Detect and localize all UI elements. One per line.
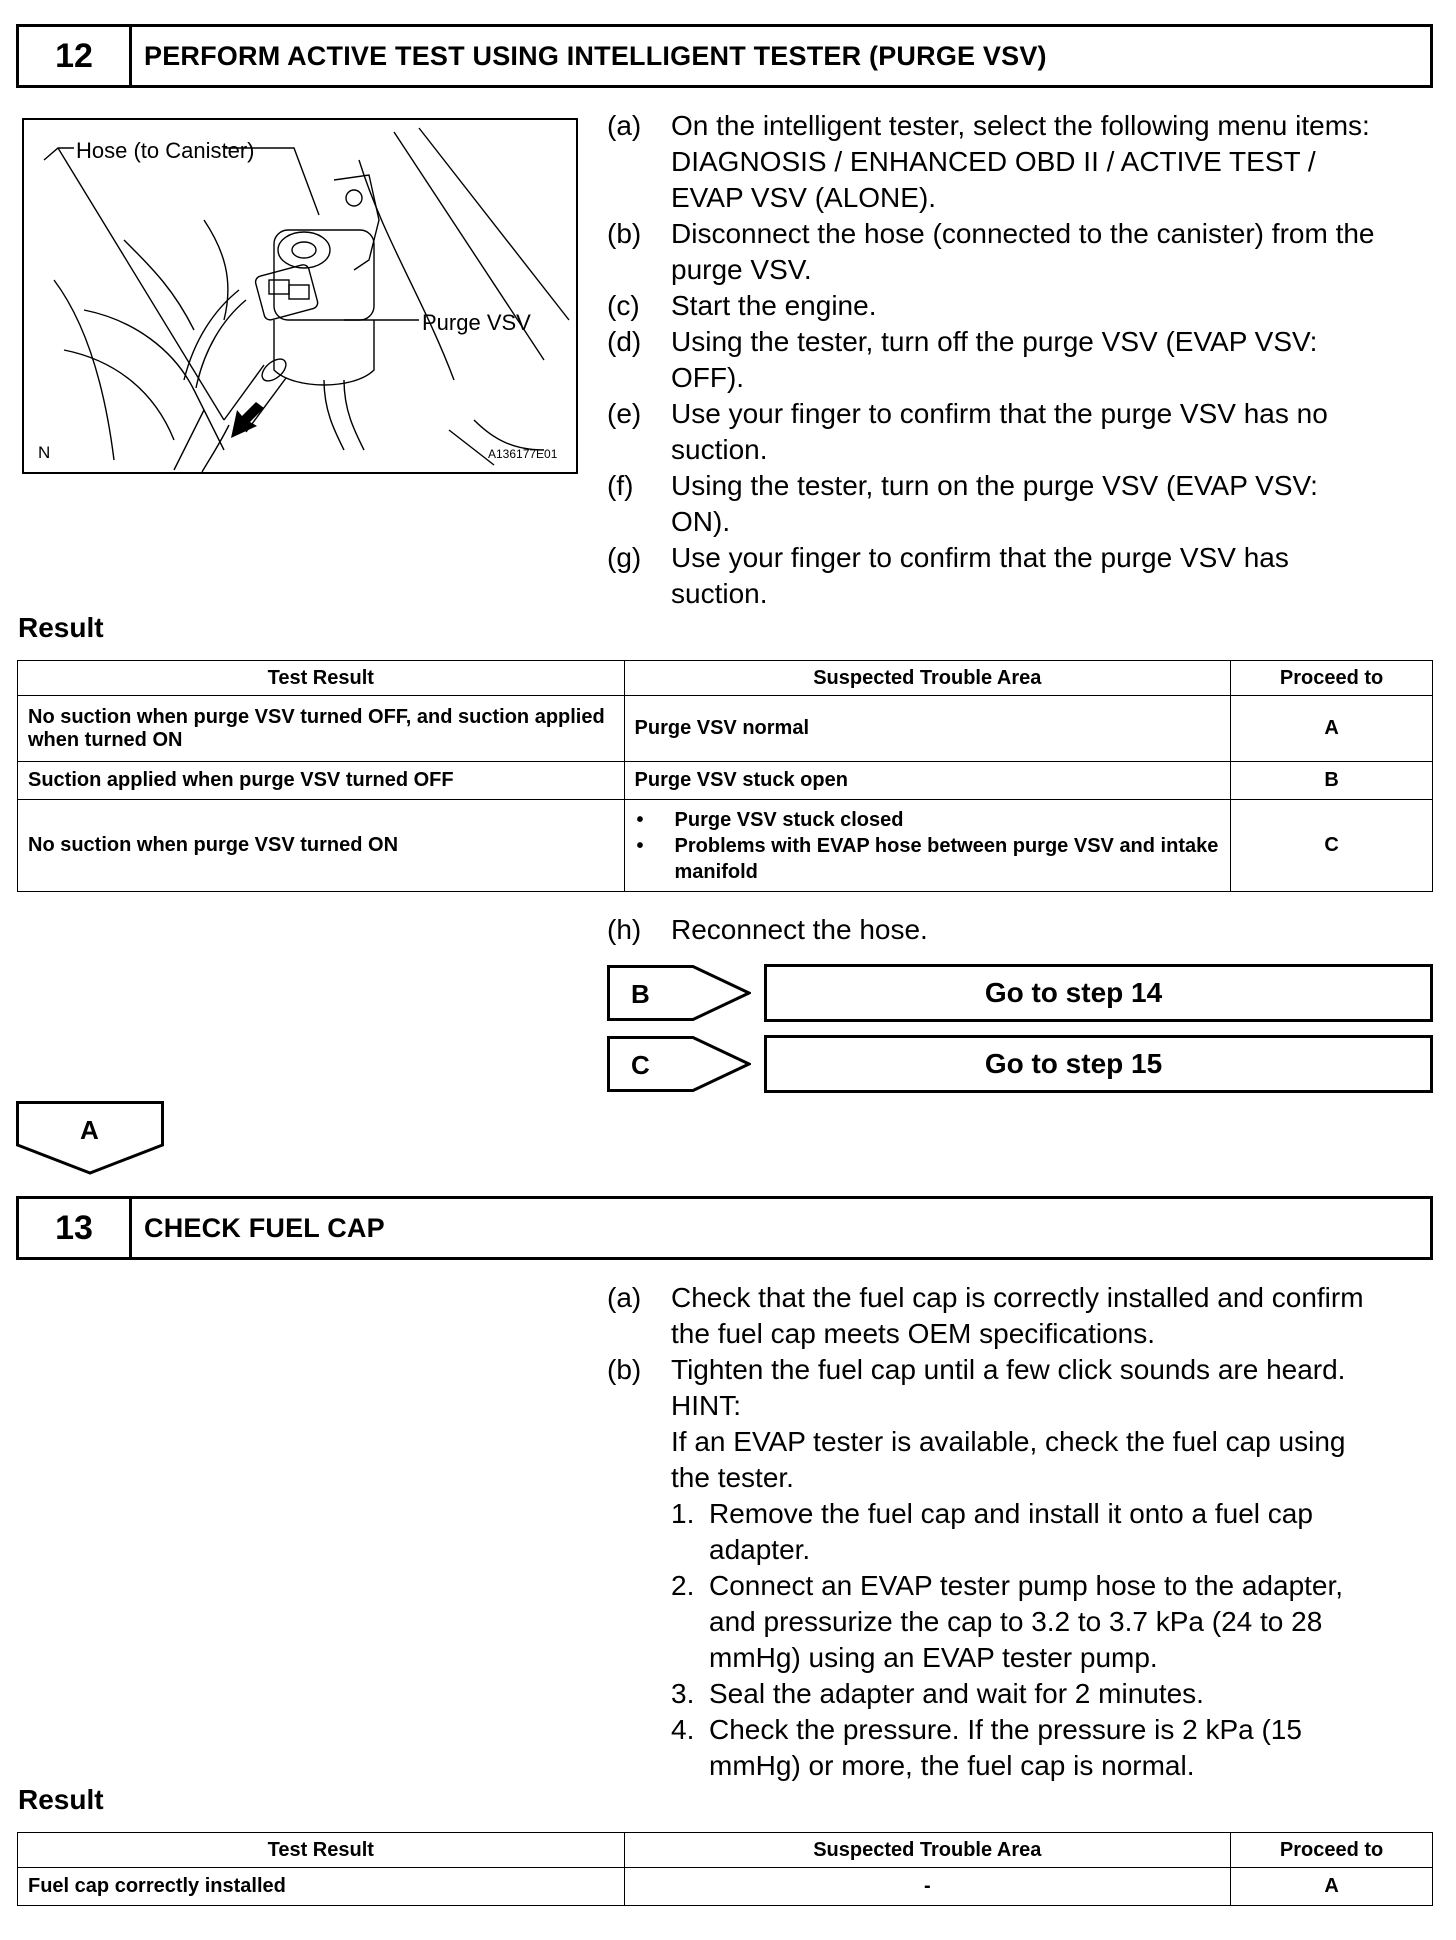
numbered-item	[607, 1676, 1447, 1712]
proceed-cell: A	[1231, 1868, 1433, 1906]
item-text	[709, 1496, 1447, 1568]
step-title: CHECK FUEL CAP	[144, 1212, 385, 1243]
item-line: mmHg) or more, the fuel cap is normal.	[709, 1750, 1195, 1781]
go-to-step-14-box	[764, 964, 1433, 1022]
test-result-cell: Suction applied when purge VSV turned OFF	[18, 762, 625, 800]
item-line: mmHg) using an EVAP tester pump.	[709, 1642, 1158, 1673]
instruction-line: Use your finger to confirm that the purge VSV has no	[671, 398, 1328, 429]
instruction-text	[671, 540, 1447, 612]
instruction-line: purge VSV.	[671, 254, 812, 285]
table-row	[18, 800, 1433, 892]
item-line: and pressurize the cap to 3.2 to 3.7 kPa (24 to 28	[709, 1606, 1323, 1637]
figure-code: A136177E01	[488, 447, 558, 461]
item-text	[709, 1712, 1447, 1784]
instruction-text	[671, 1352, 1447, 1496]
column-header: Proceed to	[1231, 661, 1433, 696]
branch-letter: C	[631, 1050, 650, 1080]
instruction-label: (f)	[607, 470, 634, 501]
continue-tag-a	[16, 1101, 164, 1175]
branch-letter: B	[631, 979, 650, 1009]
item-line: adapter.	[709, 1534, 811, 1565]
item-line: Remove the fuel cap and install it onto a fuel cap	[709, 1498, 1313, 1529]
instruction-line: Disconnect the hose (connected to the canister) from the	[671, 218, 1375, 249]
result-heading: Result	[18, 612, 104, 643]
instruction-text	[671, 108, 1447, 216]
instruction-line: If an EVAP tester is available, check the fuel cap using	[671, 1426, 1346, 1457]
step-number: 13	[19, 1199, 132, 1257]
step-title: PERFORM ACTIVE TEST USING INTELLIGENT TESTER (PURGE VSV)	[144, 40, 1047, 71]
instruction-line: Using the tester, turn on the purge VSV (EVAP VSV:	[671, 470, 1318, 501]
test-result-cell: No suction when purge VSV turned OFF, and suction applied when turned ON	[18, 696, 625, 762]
instruction-line: suction.	[671, 578, 768, 609]
n-label: N	[38, 443, 51, 462]
item-line: Connect an EVAP tester pump hose to the adapter,	[709, 1570, 1344, 1601]
instruction-label: (h)	[607, 914, 642, 945]
instruction-item	[607, 468, 1447, 540]
item-line: Check the pressure. If the pressure is 2 kPa (15	[709, 1714, 1302, 1745]
item-number: 2.	[671, 1570, 695, 1601]
instruction-label: (b)	[607, 1354, 642, 1385]
instruction-label: (e)	[607, 398, 642, 429]
test-result-cell: Fuel cap correctly installed	[18, 1868, 625, 1906]
step-12-after-instruction	[607, 912, 1447, 948]
purge-vsv-drawing	[24, 120, 576, 472]
instruction-label: (c)	[607, 290, 640, 321]
trouble-area-cell: -	[624, 1868, 1231, 1906]
column-header: Test Result	[18, 1833, 625, 1868]
item-number: 4.	[671, 1714, 695, 1745]
instruction-line: ON).	[671, 506, 731, 537]
proceed-cell: A	[1231, 696, 1433, 762]
proceed-cell: C	[1231, 800, 1433, 892]
trouble-area-item: • Purge VSV stuck closed	[635, 807, 1221, 833]
go-to-text: Go to step 15	[984, 1048, 1163, 1079]
instruction-line: the tester.	[671, 1462, 794, 1493]
item-number: 1.	[671, 1498, 695, 1529]
go-to-step-15-box	[764, 1035, 1433, 1093]
instruction-label: (a)	[607, 1282, 642, 1313]
trouble-area-cell	[624, 800, 1231, 892]
instruction-text	[671, 468, 1447, 540]
proceed-cell: B	[1231, 762, 1433, 800]
item-text	[709, 1676, 1447, 1712]
item-line: Seal the adapter and wait for 2 minutes.	[709, 1678, 1204, 1709]
trouble-area-item: • Problems with EVAP hose between purge VSV and intake manifold	[635, 833, 1221, 885]
table-row	[18, 696, 1433, 762]
step-12-instructions	[607, 108, 1447, 612]
numbered-item	[607, 1712, 1447, 1784]
trouble-area-list	[635, 807, 1221, 885]
instruction-label: (a)	[607, 110, 642, 141]
instruction-line: EVAP VSV (ALONE).	[671, 182, 937, 213]
step-13-result-table	[17, 1832, 1433, 1906]
instruction-text	[671, 1280, 1447, 1352]
column-header: Test Result	[18, 661, 625, 696]
instruction-line: On the intelligent tester, select the following menu items:	[671, 110, 1370, 141]
go-to-text: Go to step 14	[984, 977, 1163, 1008]
instruction-item	[607, 216, 1447, 288]
instruction-item	[607, 288, 1447, 324]
table-header-row	[18, 1833, 1433, 1868]
purge-vsv-illustration	[22, 118, 578, 474]
column-header: Suspected Trouble Area	[624, 661, 1231, 696]
instruction-item	[607, 540, 1447, 612]
instruction-text	[671, 396, 1447, 468]
instruction-text: Reconnect the hose.	[671, 914, 928, 945]
instruction-line: Check that the fuel cap is correctly installed and confirm	[671, 1282, 1364, 1313]
branch-tag-c	[607, 1036, 751, 1092]
instruction-line: Tighten the fuel cap until a few click sounds are heard.	[671, 1354, 1346, 1385]
instruction-label: (b)	[607, 218, 642, 249]
step-13-instructions	[607, 1280, 1447, 1784]
table-row	[18, 762, 1433, 800]
instruction-text	[671, 216, 1447, 288]
step-13-header	[16, 1196, 1433, 1260]
table-row	[18, 1868, 1433, 1906]
instruction-item	[607, 324, 1447, 396]
trouble-area-cell: Purge VSV normal	[624, 696, 1231, 762]
column-header: Suspected Trouble Area	[624, 1833, 1231, 1868]
instruction-item	[607, 1280, 1447, 1352]
step-12-result-table	[17, 660, 1433, 892]
test-result-cell: No suction when purge VSV turned ON	[18, 800, 625, 892]
hint-label: HINT:	[671, 1390, 741, 1421]
numbered-item	[607, 1496, 1447, 1568]
numbered-item	[607, 1568, 1447, 1676]
instruction-item	[607, 108, 1447, 216]
instruction-line: OFF).	[671, 362, 745, 393]
table-header-row	[18, 661, 1433, 696]
item-number: 3.	[671, 1678, 695, 1709]
step-number: 12	[19, 27, 132, 85]
hose-label: Hose (to Canister)	[76, 138, 255, 163]
instruction-line: the fuel cap meets OEM specifications.	[671, 1318, 1155, 1349]
purge-vsv-label: Purge VSV	[422, 310, 531, 335]
result-heading: Result	[18, 1784, 104, 1815]
instruction-line: Using the tester, turn off the purge VSV (EVAP VSV:	[671, 326, 1318, 357]
column-header: Proceed to	[1231, 1833, 1433, 1868]
instruction-line: DIAGNOSIS / ENHANCED OBD II / ACTIVE TEST /	[671, 146, 1316, 177]
instruction-text	[671, 324, 1447, 396]
branch-tag-b	[607, 965, 751, 1021]
instruction-label: (g)	[607, 542, 642, 573]
instruction-text	[671, 288, 1447, 324]
instruction-line: Start the engine.	[671, 290, 877, 321]
trouble-area-cell: Purge VSV stuck open	[624, 762, 1231, 800]
instruction-label: (d)	[607, 326, 642, 357]
instruction-line: suction.	[671, 434, 768, 465]
item-text	[709, 1568, 1447, 1676]
step-12-header	[16, 24, 1433, 88]
instruction-line: Use your finger to confirm that the purge VSV has	[671, 542, 1289, 573]
numbered-procedure	[607, 1496, 1447, 1784]
continue-letter: A	[80, 1115, 99, 1145]
instruction-item	[607, 396, 1447, 468]
instruction-item	[607, 1352, 1447, 1496]
